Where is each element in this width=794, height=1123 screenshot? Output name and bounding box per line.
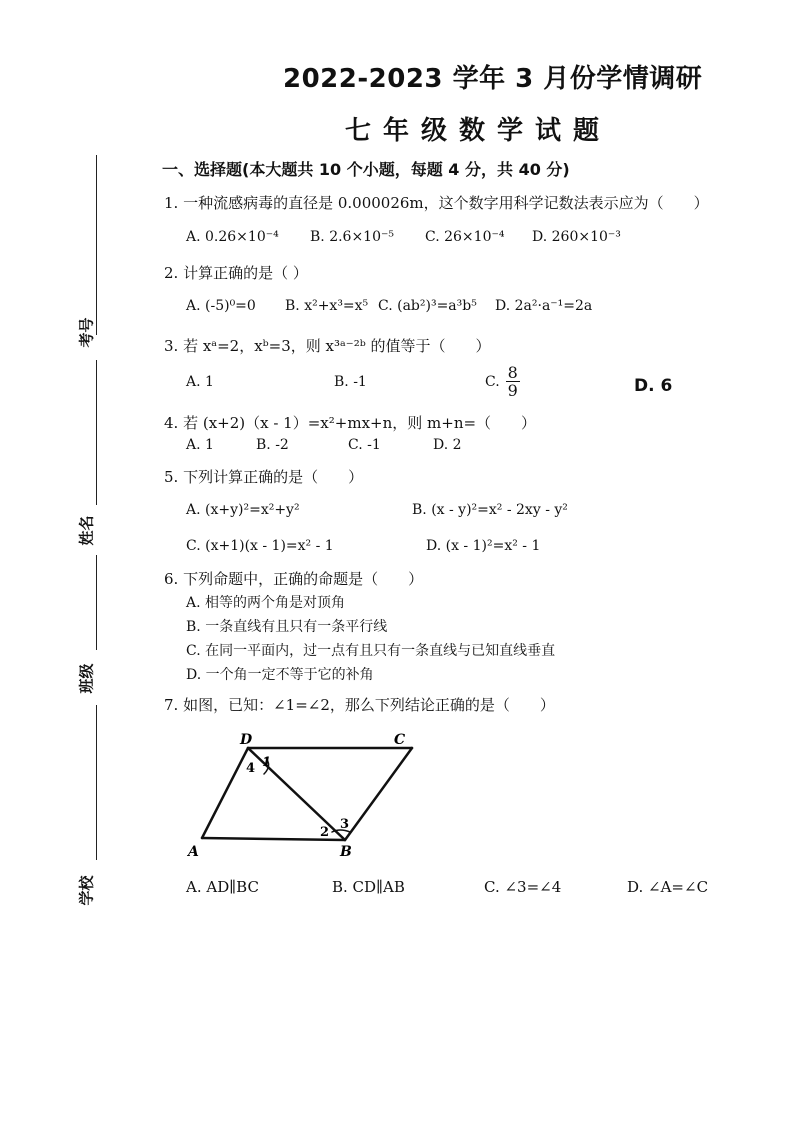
- q5-option-b: B. (x - y)²=x² - 2xy - y²: [412, 502, 568, 518]
- q5-option-c: C. (x+1)(x - 1)=x² - 1: [186, 538, 334, 554]
- q6-option-b: B. 一条直线有且只有一条平行线: [186, 619, 388, 635]
- binding-line-3: [96, 555, 97, 650]
- q4-option-d: D. 2: [433, 437, 462, 453]
- q7-option-c: C. ∠3=∠4: [484, 878, 562, 896]
- q4-stem: 4. 若 (x+2)（x - 1）=x²+mx+n，则 m+n=（ ）: [164, 414, 537, 432]
- q3-option-d: D. 6: [634, 376, 673, 396]
- q7-option-b: B. CD∥AB: [332, 878, 405, 896]
- parallelogram-figure: [180, 728, 420, 868]
- q3-option-b: B. -1: [334, 374, 367, 390]
- q2-option-b: B. x²+x³=x⁵: [285, 298, 369, 314]
- q3-option-c: [485, 364, 520, 399]
- exam-no-label: 考号: [77, 317, 96, 348]
- q7-option-d: D. ∠A=∠C: [627, 878, 709, 896]
- point-A: A: [188, 844, 199, 860]
- exam-subtitle: 七年级数学试题: [345, 116, 612, 146]
- segment-BC: [345, 748, 412, 840]
- q4-option-c: C. -1: [348, 437, 381, 453]
- exam-title: 2022-2023 学年 3 月份学情调研: [283, 64, 703, 94]
- section-heading: 一、选择题(本大题共 10 个小题，每题 4 分，共 40 分): [162, 160, 570, 179]
- binding-line-2: [96, 360, 97, 505]
- segment-AD: [202, 748, 248, 838]
- q6-option-a: A. 相等的两个角是对顶角: [186, 595, 346, 611]
- class-label: 班级: [77, 663, 96, 694]
- point-D: D: [240, 732, 253, 748]
- q2-option-a: A. (-5)⁰=0: [186, 298, 256, 314]
- q2-option-c: C. (ab²)³=a³b⁵: [378, 298, 477, 314]
- q6-option-d: D. 一个角一定不等于它的补角: [186, 667, 374, 683]
- point-C: C: [394, 732, 406, 748]
- q1-option-d: D. 260×10⁻³: [532, 229, 621, 245]
- q5-option-a: A. (x+y)²=x²+y²: [186, 502, 300, 518]
- point-B: B: [340, 844, 352, 860]
- q5-option-d: D. (x - 1)²=x² - 1: [426, 538, 541, 554]
- q2-stem: 2. 计算正确的是（ ）: [164, 264, 308, 282]
- q1-option-c: C. 26×10⁻⁴: [425, 229, 505, 245]
- q3-stem: 3. 若 xᵃ=2，xᵇ=3，则 x³ᵃ⁻²ᵇ 的值等于（ ）: [164, 337, 491, 355]
- q4-option-a: A. 1: [186, 437, 214, 453]
- name-label: 姓名: [77, 515, 96, 546]
- q6-option-c: C. 在同一平面内，过一点有且只有一条直线与已知直线垂直: [186, 643, 556, 659]
- q3-fraction-denominator: 9: [507, 381, 518, 400]
- binding-line-1: [96, 155, 97, 335]
- q1-stem: 1. 一种流感病毒的直径是 0.000026m，这个数字用科学记数法表示应为（ ）: [164, 194, 709, 212]
- q3-option-c-label: C.: [485, 373, 500, 390]
- q6-stem: 6. 下列命题中，正确的命题是（ ）: [164, 570, 424, 588]
- q3-option-a: A. 1: [186, 374, 214, 390]
- q1-option-a: A. 0.26×10⁻⁴: [186, 229, 279, 245]
- binding-line-4: [96, 705, 97, 860]
- q7-stem: 7. 如图，已知：∠1=∠2，那么下列结论正确的是（ ）: [164, 696, 555, 714]
- q2-option-d: D. 2a²·a⁻¹=2a: [495, 298, 593, 314]
- angle-label-3: 3: [340, 817, 350, 832]
- angle-label-2: 2: [320, 825, 330, 840]
- q3-option-c-fraction: [506, 364, 520, 399]
- q3-fraction-numerator: 8: [507, 363, 518, 382]
- angle-label-4: 4: [246, 761, 256, 776]
- school-label: 学校: [77, 875, 96, 906]
- q7-option-a: A. AD∥BC: [186, 878, 259, 896]
- q1-option-b: B. 2.6×10⁻⁵: [310, 229, 394, 245]
- q5-stem: 5. 下列计算正确的是（ ）: [164, 468, 364, 486]
- angle-label-1: 1: [262, 755, 272, 770]
- q4-option-b: B. -2: [256, 437, 289, 453]
